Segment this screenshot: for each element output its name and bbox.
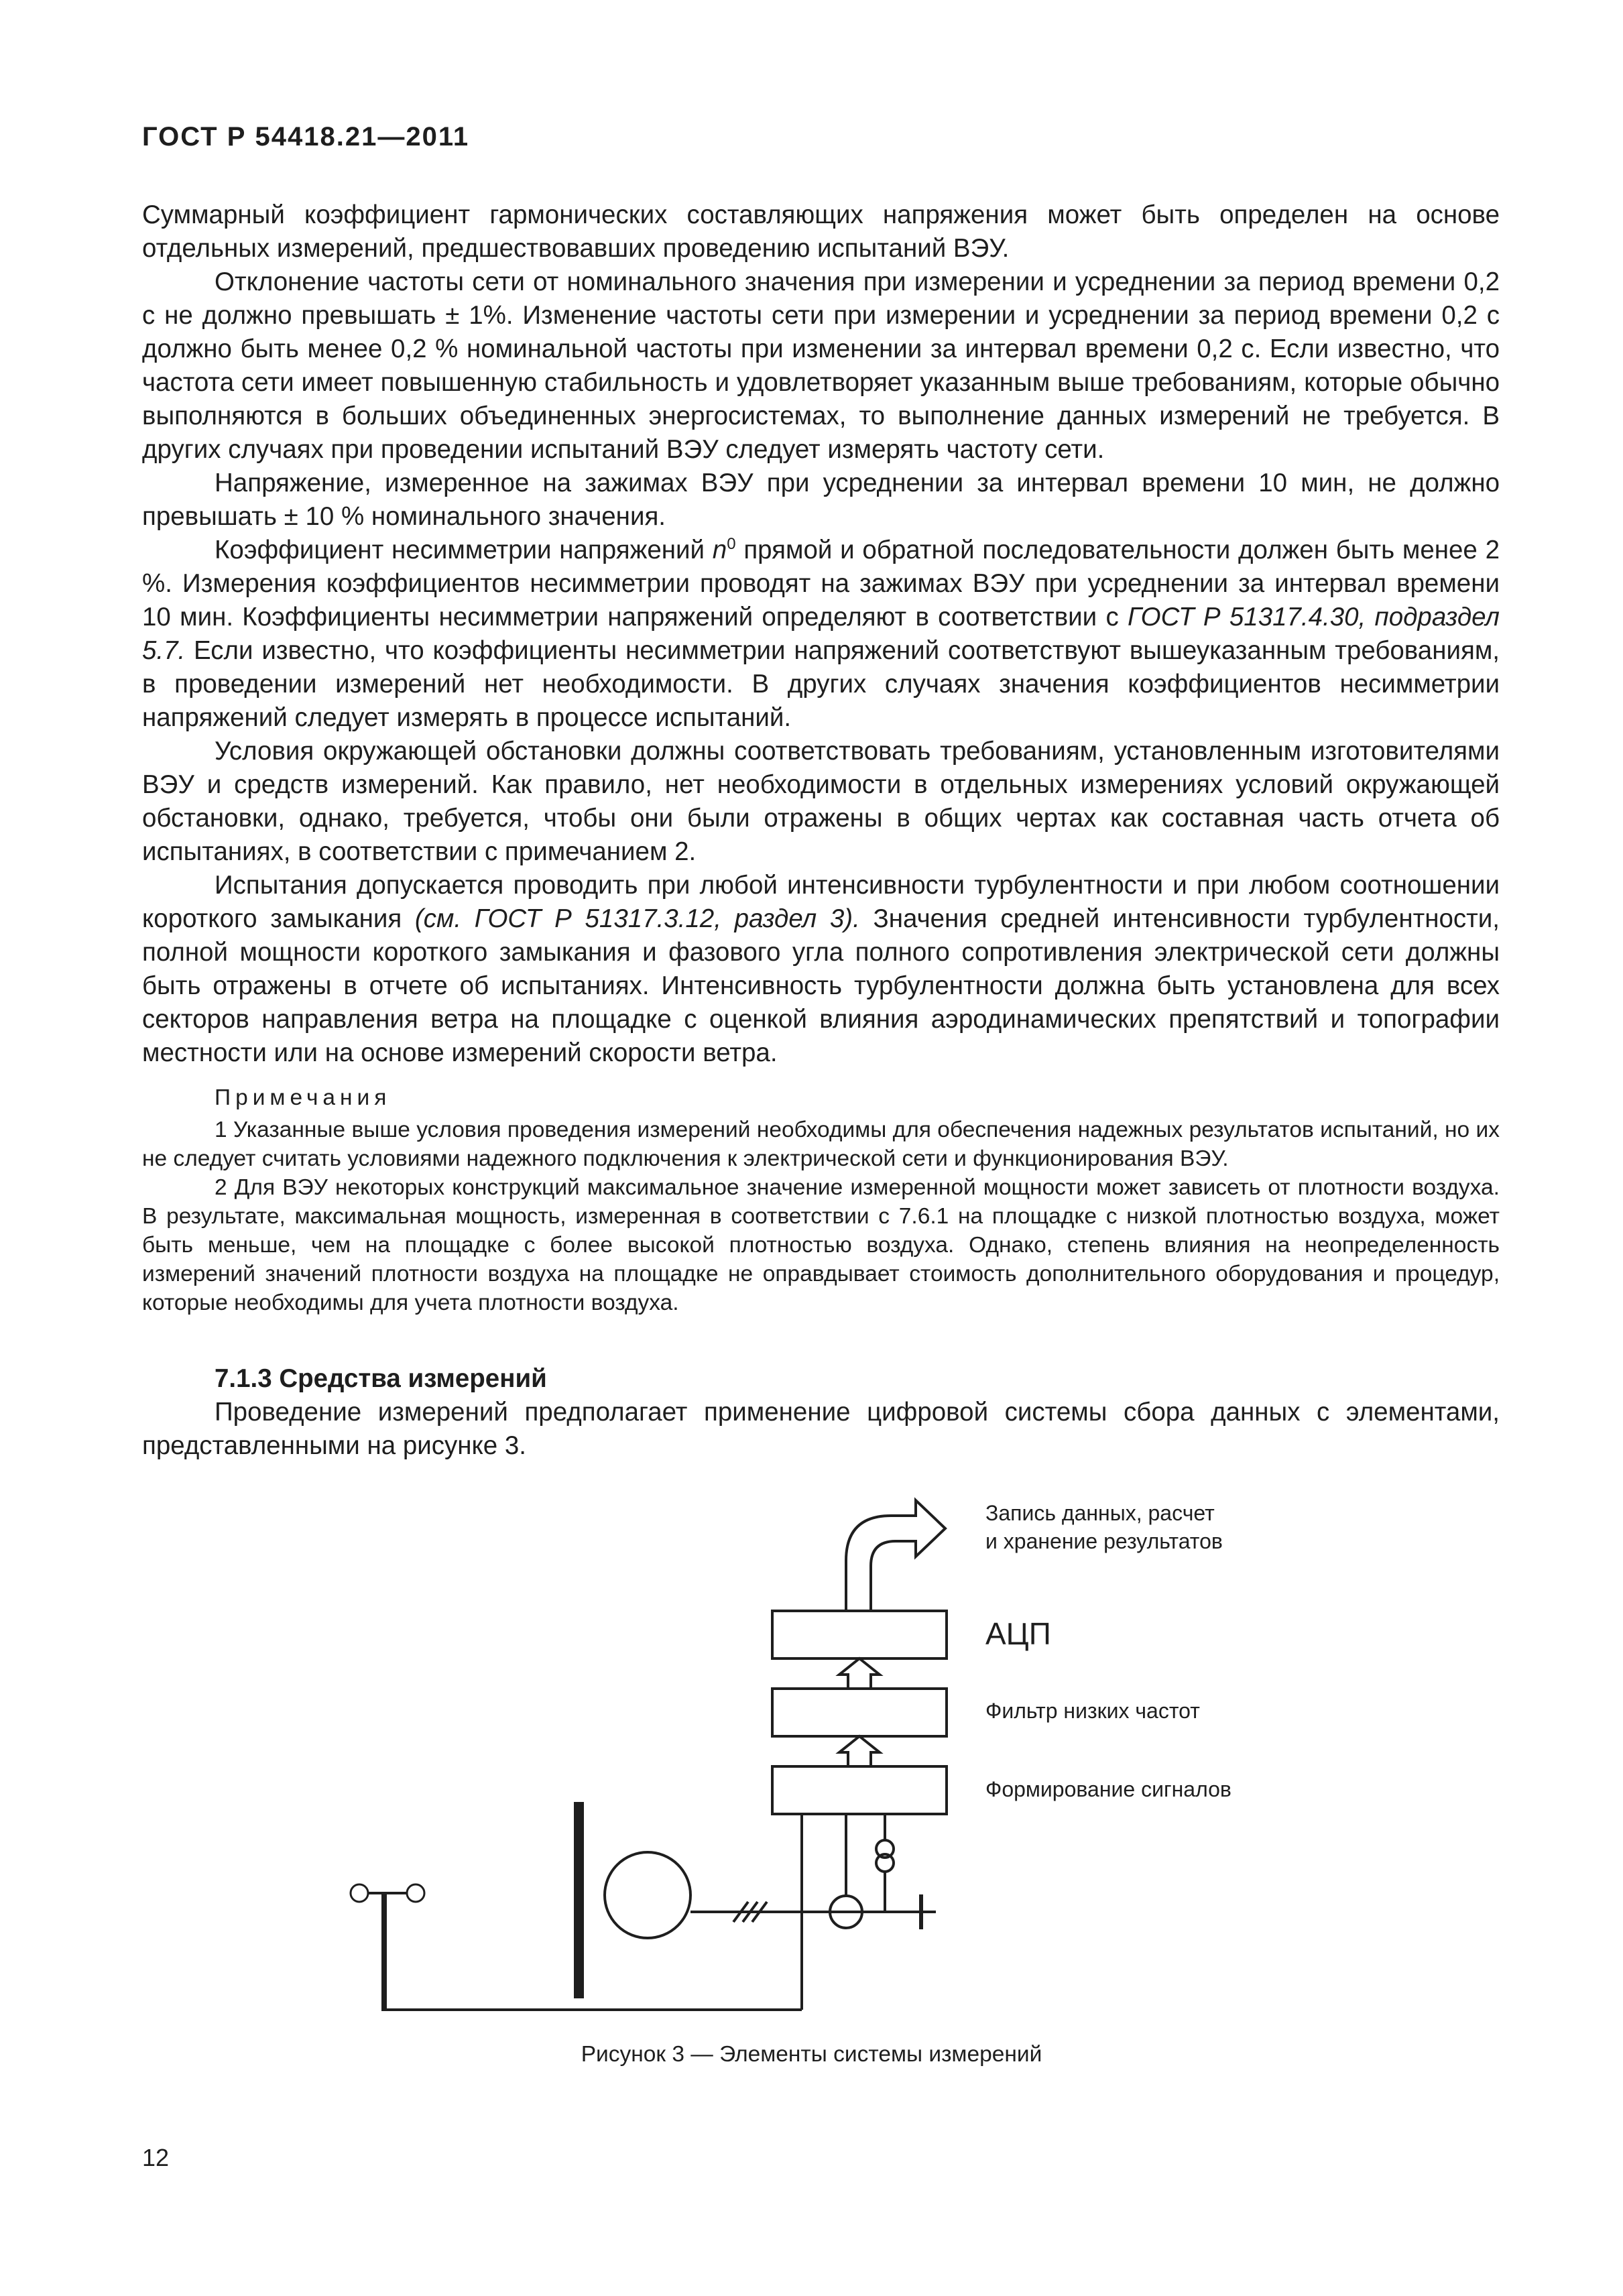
italic-text: ГОСТ Р 51317.4.30, подраздел 5.7. (142, 603, 1500, 665)
turbine-shaft (574, 1802, 584, 1998)
anemometer-cup-right (407, 1884, 424, 1902)
up-arrow-conditioning-to-filter (839, 1736, 880, 1766)
adc-block (772, 1611, 947, 1658)
text-run: Напряжение, измеренное на зажимах ВЭУ при усреднении за интервал времени 10 мин, не должно превышать ± 10 % номинального значения. (142, 469, 1500, 531)
section-heading: 7.1.3 Средства измерений (215, 1364, 547, 1393)
italic-text: (см. ГОСТ Р 51317.3.12, раздел 3). (414, 904, 860, 933)
anemometer-pole (381, 1893, 387, 2011)
filter-block (772, 1689, 947, 1736)
up-arrow-filter-to-adc (839, 1658, 880, 1689)
generator (605, 1852, 690, 1938)
text-run: Условия окружающей обстановки должны соответствовать требованиям, установленным изготовителями ВЭУ и средств измерений. Как правило, нет необходимости в отдельных измерениях условий окружающей обстановки, однако, требуется, чтобы они были отражены в общих чертах как составная часть отчета об испытаниях, в соответствии с примечанием 2. (142, 737, 1500, 866)
filter-label: Фильтр низких частот (985, 1699, 1200, 1723)
text-run: Суммарный коэффициент гармонических составляющих напряжения может быть определен на основе отдельных измерений, предшествовавших проведению испытаний ВЭУ. (142, 200, 1500, 263)
text-run: Коэффициент несимметрии напряжений (215, 536, 713, 564)
conditioning-label: Формирование сигналов (985, 1777, 1231, 1801)
text-run: Значения средней интенсивности турбулентности, полной мощности короткого замыкания и фазового угла полного сопротивления электрической сети должны быть отражены в отчете об испытаниях. Интенсивность турбулентности должна быть установлена для всех секторов направления ветра на площадке с оценкой влияния аэродинамических препятствий и топографии местности или на основе измерений скорости ветра. (142, 904, 1500, 1067)
signal-conditioning-block (772, 1766, 947, 1814)
adc-label: АЦП (985, 1616, 1051, 1651)
section-text: Проведение измерений предполагает применение цифровой системы сбора данных с элементами, представленными на рисунке 3. (142, 1398, 1500, 1460)
text-run: Если известно, что коэффициенты несимметрии напряжений соответствуют вышеуказанным требованиям, в проведении измерений нет необходимости. В других случаях значения коэффициентов несимметрии напряжений следует измерять в процессе испытаний. (142, 636, 1500, 732)
document-header: ГОСТ Р 54418.21—2011 (142, 122, 470, 152)
output-label-line2: и хранение результатов (985, 1529, 1223, 1553)
superscript: 0 (727, 535, 736, 554)
note-2: 2 Для ВЭУ некоторых конструкций максимальное значение измеренной мощности может зависеть от плотности воздуха. В результате, максимальная мощность, измеренная в соответствии с 7.6.1 на площадке с низкой плотностью воздуха, может быть меньше, чем на площадке с более высокой плотностью воздуха. Однако, степень влияния на неопределенность измерений значений плотности воздуха на площадке не оправдывает стоимость дополнительного оборудования и процедур, которые необходимы для учета плотности воздуха. (142, 1175, 1500, 1315)
text-run: Отклонение частоты сети от номинального значения при измерении и усреднении за период времени 0,2 с не должно превышать ± 1%. Изменение частоты сети при измерении и усреднении за период времени 0,2 с должно быть менее 0,2 % номинальной частоты при изменении за интервал времени 0,2 с. Если известно, что частота сети имеет повышенную стабильность и удовлетворяет указанным выше требованиям, которые обычно выполняются в больших объединенных энергосистемах, то выполнение данных измерений не требуется. В других случаях при проведении испытаний ВЭУ следует измерять частоту сети. (142, 267, 1500, 464)
text-run: прямой и обратной последовательности должен быть менее 2 %. Измерения коэффициентов несимметрии проводят на зажимах ВЭУ при усреднении за интервал времени 10 мин. Коэффициенты несимметрии напряжений определяют в соответствии с (142, 536, 1500, 631)
note-1: 1 Указанные выше условия проведения измерений необходимы для обеспечения надежных результатов испытаний, но их не следует считать условиями надежного подключения к электрической сети и функционирования ВЭУ. (142, 1117, 1500, 1171)
figure-caption: Рисунок 3 — Элементы системы измерений (581, 2042, 1042, 2067)
notes-title: Примечания (215, 1085, 392, 1110)
page-number: 12 (142, 2144, 170, 2171)
anemometer-cup-left (351, 1884, 368, 1902)
output-label-line1: Запись данных, расчет (985, 1501, 1215, 1525)
text-run: Испытания допускается проводить при любой интенсивности турбулентности и при любом соотношении короткого замыкания (142, 871, 1500, 933)
italic-text: n (712, 536, 727, 564)
output-arrow (846, 1500, 945, 1611)
